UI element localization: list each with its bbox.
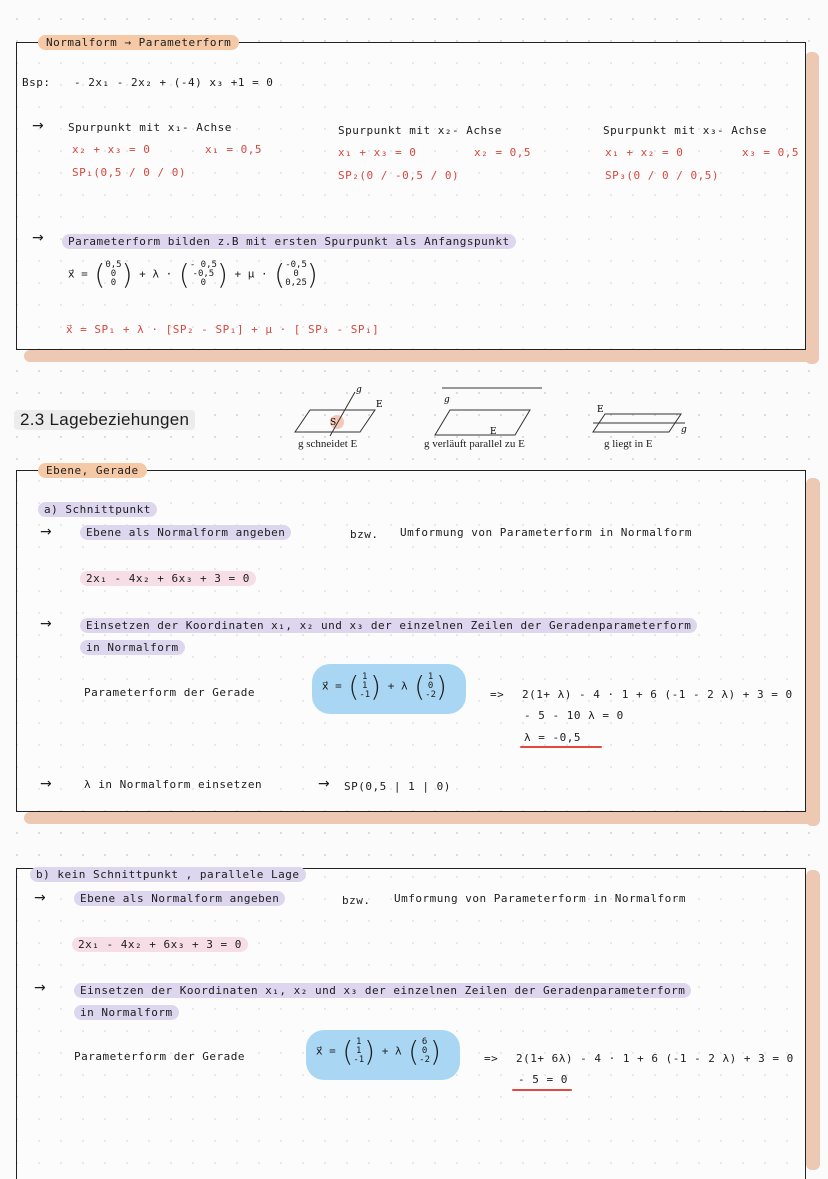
- arrow-icon: →: [40, 776, 52, 792]
- g-label: g: [356, 385, 362, 395]
- e-label: E: [490, 427, 497, 437]
- section2-tag: Ebene, Gerade: [38, 463, 147, 478]
- partB-implies: =>: [484, 1052, 499, 1065]
- caption-in-plane: g liegt in E: [604, 438, 653, 450]
- arrow-icon: →: [32, 118, 44, 134]
- g-label: g: [444, 395, 450, 405]
- caption-intersects: g schneidet E: [298, 438, 358, 450]
- caption-parallel: g verläuft parallel zu E: [424, 438, 525, 450]
- point-s-label: S: [330, 418, 337, 428]
- partA-bzw: bzw.: [350, 528, 379, 541]
- trace1-val: x₁ = 0,5: [205, 143, 262, 156]
- line-g: [330, 392, 355, 436]
- partB-heading: b) kein Schnittpunkt , parallele Lage: [30, 868, 306, 881]
- vector-direction: 1 0 -2: [425, 672, 437, 700]
- partA-heading: a) Schnittpunkt: [38, 503, 157, 516]
- partB-step2b: in Normalform: [74, 1006, 179, 1019]
- vector-v2: - 0,5 -0,5 0: [189, 260, 217, 288]
- trace2-title: Spurpunkt mit x₂- Achse: [338, 124, 502, 137]
- g-label: g: [681, 425, 687, 435]
- partA-calc3: λ = -0,5: [524, 731, 581, 744]
- page-title: 2.3 Lagebeziehungen: [14, 410, 195, 430]
- partB-step1: Ebene als Normalform angeben: [74, 892, 285, 905]
- vector-direction: 6 0 -2: [419, 1037, 431, 1065]
- trace3-eq: x₁ + x₂ = 0: [605, 146, 684, 159]
- plus-mu: + μ ·: [234, 267, 268, 281]
- trace1-title: Spurpunkt mit x₁- Achse: [68, 121, 232, 134]
- partA-line-label: Parameterform der Gerade: [84, 686, 255, 699]
- partA-result: SP(0,5 | 1 | 0): [344, 780, 451, 793]
- spurpunkt-formula: x⃗ = SP₁ + λ · [SP₂ - SP₁] + μ · [ SP₃ - SP₁]: [66, 323, 380, 336]
- bsp-label: Bsp:: [22, 76, 51, 89]
- partB-calc1: 2(1+ 6λ) - 4 · 1 + 6 (-1 - 2 λ) + 3 = 0: [516, 1052, 794, 1065]
- partA-step2b: in Normalform: [80, 641, 185, 654]
- partA-line-vector: x⃗ = ( 1 1 -1) + λ ( 1 0 -2): [322, 670, 447, 703]
- arrow-icon: →: [34, 890, 46, 906]
- vector-point: 1 1 -1: [353, 1037, 365, 1065]
- plane-e: [435, 410, 530, 435]
- partA-implies: =>: [490, 688, 505, 701]
- section3-box: [16, 868, 806, 1179]
- partA-alt: Umformung von Parameterform in Normalform: [400, 526, 693, 539]
- partA-calc2: - 5 - 10 λ = 0: [524, 709, 624, 722]
- trace3-val: x₃ = 0,5: [742, 146, 799, 159]
- partB-plane: 2x₁ - 4x₂ + 6x₃ + 3 = 0: [72, 938, 248, 951]
- partA-step2a: Einsetzen der Koordinaten x₁, x₂ und x₃ der einzelnen Zeilen der Geradenparameterform: [80, 619, 697, 632]
- partB-line-vector: x⃗ = ( 1 1 -1) + λ ( 6 0 -2): [316, 1035, 441, 1068]
- arrow-icon: →: [318, 776, 330, 792]
- partA-plane: 2x₁ - 4x₂ + 6x₃ + 3 = 0: [80, 572, 256, 585]
- e-label: E: [597, 405, 604, 415]
- partA-step3: λ in Normalform einsetzen: [84, 778, 263, 791]
- param-instruction: Parameterform bilden z.B mit ersten Spurpunkt als Anfangspunkt: [62, 235, 516, 248]
- partB-calc2: - 5 = 0: [518, 1073, 568, 1086]
- vector-equation: x⃗ = (0,5 0 0 ) + λ · (- 0,5 -0,5 0 ) + μ · (-0,5 0 0,25): [68, 258, 318, 291]
- arrow-icon: →: [40, 616, 52, 632]
- partB-alt: Umformung von Parameterform in Normalform: [394, 892, 687, 905]
- trace3-title: Spurpunkt mit x₃- Achse: [603, 124, 767, 137]
- example-equation: - 2x₁ - 2x₂ + (-4) x₃ +1 = 0: [74, 76, 274, 89]
- partB-bzw: bzw.: [342, 894, 371, 907]
- e-label: E: [376, 400, 383, 410]
- section1-tag: Normalform → Parameterform: [38, 35, 239, 50]
- trace2-val: x₂ = 0,5: [474, 146, 531, 159]
- vector-point: 1 1 -1: [359, 672, 371, 700]
- trace1-eq: x₂ + x₃ = 0: [72, 143, 151, 156]
- partB-step2a: Einsetzen der Koordinaten x₁, x₂ und x₃ der einzelnen Zeilen der Geradenparameterform: [74, 984, 691, 997]
- trace3-point: SP₃(0 / 0 / 0,5): [605, 169, 719, 182]
- arrow-icon: →: [40, 524, 52, 540]
- trace1-point: SP₁(0,5 / 0 / 0): [72, 166, 186, 179]
- arrow-icon: →: [34, 980, 46, 996]
- trace2-point: SP₂(0 / -0,5 / 0): [338, 169, 460, 182]
- plus-lambda: + λ ·: [139, 267, 173, 281]
- trace2-eq: x₁ + x₃ = 0: [338, 146, 417, 159]
- partB-line-label: Parameterform der Gerade: [74, 1050, 245, 1063]
- arrow-icon: →: [32, 230, 44, 246]
- x-vector-label: x⃗ =: [68, 267, 88, 281]
- vector-v1: 0,5 0 0: [105, 260, 122, 288]
- partA-calc1: 2(1+ λ) - 4 · 1 + 6 (-1 - 2 λ) + 3 = 0: [522, 688, 793, 701]
- partA-step1: Ebene als Normalform angeben: [80, 526, 291, 539]
- vector-v3: -0,5 0 0,25: [285, 260, 307, 288]
